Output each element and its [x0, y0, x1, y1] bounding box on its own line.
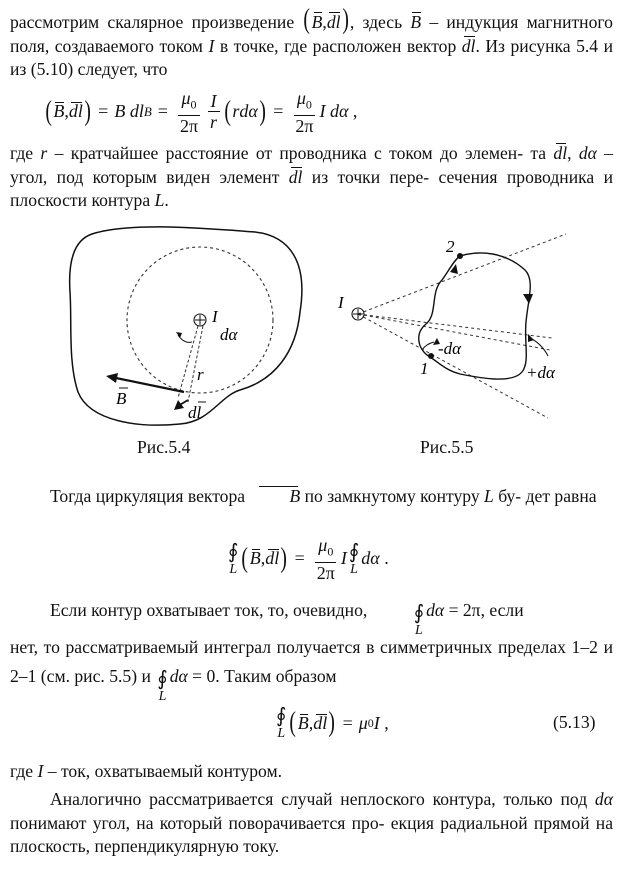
point-1: [428, 353, 434, 359]
text-span: рассмотрим скалярное произведение: [10, 12, 295, 32]
paragraph-current-def: где I – ток, охватываемый контуром.: [10, 761, 283, 781]
caption-fig-5-5: Рис.5.5: [420, 437, 474, 457]
text-span: магнитного поля, создаваемого током: [10, 12, 613, 56]
caption-fig-5-4: Рис.5.4: [137, 437, 191, 457]
vector-dl: dl: [327, 11, 341, 35]
figure-5-4: [60, 222, 310, 432]
vector-b: B: [410, 11, 421, 35]
paragraph-circulation: Тогда циркуляция вектора B по замкнутому контуру L бу- дет равна: [10, 485, 613, 509]
contour-path: [419, 253, 530, 379]
text-span: вектор: [406, 35, 457, 56]
pos-dalpha-arc: [530, 338, 548, 356]
label-i: I: [212, 307, 218, 326]
label-neg-dalpha: -dα: [438, 339, 462, 358]
text-span: , здесь: [349, 12, 403, 32]
contour-path: [70, 227, 302, 425]
formula-scalar-product: ( B , dl ) = B dl B = $\frac{\mu_0}{2\pi}$ $\frac{I}{r}$ ( r dα ) = $\frac{\mu_0}{2\pi}$ I dα ,: [45, 88, 358, 136]
paragraph-enclosed-rest: нет, то рассматриваемый интеграл получается в симметричных пределах 1–2 и 2–1 (см. рис. 5.5) и ∮ L dα = 0. Таким образом: [10, 637, 613, 704]
figure-5-5: [330, 232, 570, 432]
current-symbol: I: [208, 35, 215, 56]
text-span: в точке, где расположен: [219, 35, 402, 56]
ray-mid-1: [358, 314, 552, 338]
label-b: B: [116, 389, 127, 408]
fraction: $\frac{\mu_0}{2\pi}$: [295, 88, 314, 136]
fraction: $\frac{I}{r}$: [207, 91, 220, 132]
label-dalpha: dα: [220, 325, 238, 344]
label-r: r: [197, 365, 204, 384]
formula-5-13: ∮ L ( B , dl ) = μ 0 I ,: [276, 705, 389, 741]
text-span: . Из рисунка 5.4 и из (5.10) следует, что: [10, 35, 613, 79]
radial-line-1: [178, 326, 198, 398]
paragraph-definitions: где r – кратчайшее расстояние от проводника с током до элемен- та dl, dα – угол, под которым виден элемент dl из точки пере- сечения проводника и плоскости контура L.: [10, 143, 613, 210]
equation-number: (5.13): [553, 712, 596, 732]
radial-line-2: [188, 326, 203, 402]
label-point-1: 1: [420, 359, 429, 378]
vector-dl: dl: [462, 35, 476, 59]
ray-lower: [358, 314, 548, 418]
formula-circulation: ∮ L ( B , dl ) = $\frac{\mu_0}{2\pi}$ I ∮ L dα .: [228, 535, 389, 583]
text-span: – индукция: [429, 12, 519, 32]
vector-b: B: [312, 11, 323, 35]
paragraph-intro: рассмотрим скалярное произведение (B,dl), здесь B – индукция магнитного поля, создаваемого током I в точке, где расположен вектор dl. Из рисунка 5.4 и из (5.10) следует, что: [10, 4, 613, 79]
fraction: $\frac{\mu_0}{2\pi}$: [179, 88, 199, 136]
paragraph-nonplanar: Аналогично рассматривается случай неплоского контура, только под dα понимают угол, на который поворачивается про- екция радиальной прямой на плоскость, перпендикулярную току.: [10, 789, 613, 856]
ray-upper: [358, 234, 566, 314]
label-point-2: 2: [446, 237, 455, 256]
label-dl: dl: [188, 403, 202, 422]
label-pos-dalpha: +dα: [526, 363, 555, 382]
paragraph-enclosed-line1: Если контур охватывает ток, то, очевидно, ∮ L dα = 2π, если: [50, 600, 524, 638]
label-i: I: [338, 293, 344, 312]
point-2: [457, 253, 463, 259]
neg-dalpha-arc: [422, 342, 434, 350]
